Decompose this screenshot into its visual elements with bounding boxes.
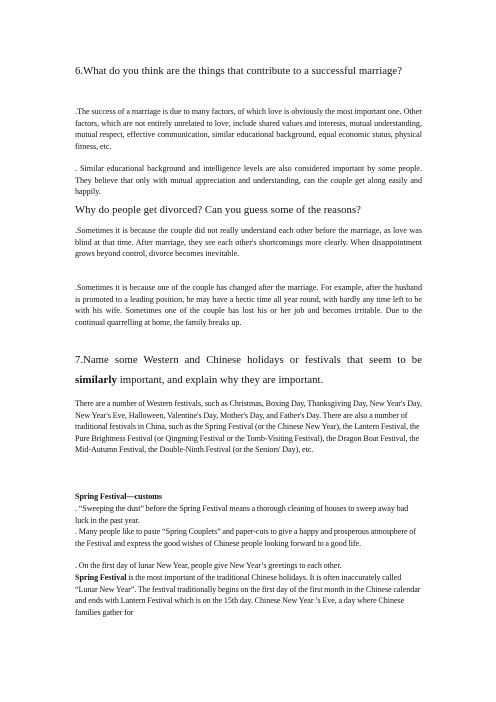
question-divorce: Why do people get divorced? Can you guess some of the reasons?: [75, 204, 361, 216]
answer-6-paragraph-2: . Similar educational background and intelligence levels are also considered important by some people. They believe that only with mutual appreciation and understanding, can the couple get along easily and happily.: [75, 164, 422, 197]
answer-6-paragraph-1: .The success of a marriage is due to many factors, of which love is obviously the most important one. Other factors, which are not entirely unrelated to love, include shared values and interests, mutual understanding, mutual respect, effective communication, similar educational background, equal economic status, physical fitness, etc.: [75, 107, 422, 151]
spring-festival-paragraph: [75, 572, 422, 618]
spring-festival-customs-heading: Spring Festival—customs: [75, 492, 163, 501]
answer-divorce-paragraph-1: .Sometimes it is because the couple did not really understand each other before the marriage, as love was blind at that time. After marriage, they see each other's shortcomings more clearly. When disappointment grows beyond control, divorce becomes inevitable.: [75, 226, 422, 259]
answer-divorce-paragraph-2: .Sometimes it is because one of the couple has changed after the marriage. For example, after the husband is promoted to a leading position, he may have a hectic time all year round, with hardly any time left to be with his wife. Sometimes one of the couple has lost his or her job and becomes irritable. Due to the continual quarrelling at home, the family breaks up.: [75, 283, 422, 327]
question-7-end: important, and explain why they are important.: [117, 374, 324, 386]
custom-sweeping-dust: . “Sweeping the dust” before the Spring Festival means a thorough cleaning of houses to sweep away bad luck in the past year.: [75, 504, 409, 525]
question-7: [75, 350, 422, 390]
spring-festival-description: is the most important of the traditional Chinese holidays. It is often inaccurately called “Lunar New Year”. The festival traditionally begins on the first day of the first month in the Chinese calendar and ends with Lantern Festival which is on the 15th day. Chinese New Year ’s Eve, a day where Chinese families gather for: [75, 573, 421, 617]
question-7-emphasis: similarly: [75, 374, 118, 386]
spring-festival-term: Spring Festival: [75, 573, 127, 582]
festivals-intro: There are a number of Western festivals, such as Christmas, Boxing Day, Thanksgiving Day, New Year's Day, New Year's Eve, Halloween, Valentine's Day, Mother's Day, and Father's Day. There are also a number of traditional festivals in China, such as the Spring Festival (or the Chinese New Year), the Lantern Festival, the Pure Brightness Festival (or Qingming Festival or the Tomb-Visiting Festival), the Dragon Boat Festival, the Mid-Autumn Festival, the Double-Ninth Festival (or the Seniors' Day), etc.: [75, 399, 422, 455]
custom-new-year-greetings: . On the first day of lunar New Year, people give New Year’s greetings to each other.: [75, 561, 342, 570]
question-7-start: 7.Name some Western and Chinese holidays or festivals that seem to be: [75, 354, 422, 366]
custom-spring-couplets: . Many people like to paste “Spring Couplets” and paper-cuts to give a happy and prosperous atmosphere of the Festival and express the good wishes of Chinese people looking forward to a good life.: [75, 527, 416, 548]
question-6: 6.What do you think are the things that contribute to a successful marriage?: [75, 65, 402, 77]
